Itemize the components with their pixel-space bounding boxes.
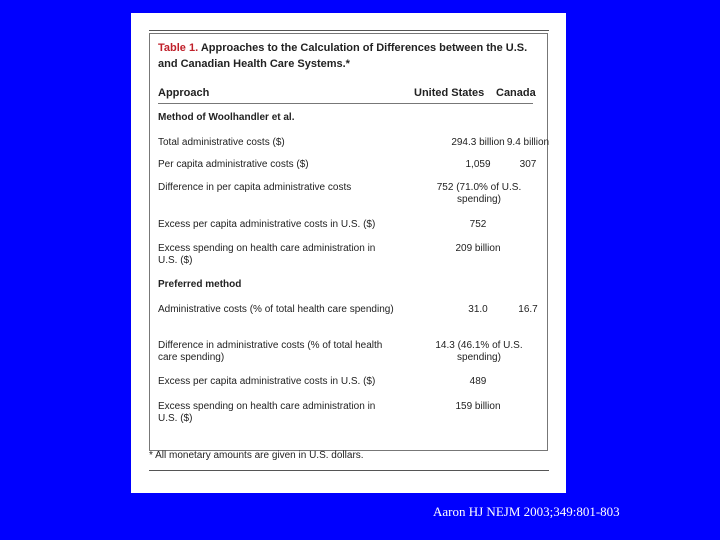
row-label: Excess spending on health care administration in U.S. ($) [158, 401, 376, 424]
top-rule [149, 30, 549, 31]
header-divider [158, 103, 533, 104]
table-title [158, 40, 538, 72]
table-row [158, 243, 543, 271]
table-row [158, 340, 543, 368]
section-preferred: Preferred method [158, 279, 242, 290]
table-caption: Approaches to the Calculation of Differences between the U.S. and Canadian Health Care Systems.* [158, 42, 528, 70]
table-row [158, 376, 543, 404]
row-label: Difference in administrative costs (% of total health care spending) [158, 340, 383, 363]
row-label: Total administrative costs ($) [158, 137, 285, 148]
row-us-value: 14.3 (46.1% of U.S. spending) [435, 340, 523, 363]
row-us-value: 1,059 [465, 159, 491, 170]
row-canada-value: 16.7 [518, 304, 538, 315]
row-us-value: 752 (71.0% of U.S. spending) [436, 182, 522, 205]
row-label: Excess spending on health care administration in U.S. ($) [158, 243, 376, 266]
table-label: Table 1. [158, 42, 199, 54]
row-us-value: 31.0 [468, 304, 488, 315]
table-row [158, 182, 543, 210]
col-header-us: United States [414, 87, 485, 99]
row-canada-value: 307 [519, 159, 537, 170]
col-header-canada: Canada [496, 87, 536, 99]
citation-text: Aaron HJ NEJM 2003;349:801-803 [433, 504, 620, 519]
table-row [158, 401, 543, 429]
row-us-value: 752 [469, 219, 487, 230]
bottom-rule [149, 470, 549, 471]
row-label: Per capita administrative costs ($) [158, 159, 309, 170]
table-footnote: * All monetary amounts are given in U.S. dollars. [149, 450, 364, 461]
row-label: Excess per capita administrative costs in U.S. ($) [158, 219, 376, 230]
row-us-value: 159 billion [455, 401, 501, 412]
col-header-approach: Approach [158, 87, 210, 99]
row-us-value: 209 billion [455, 243, 501, 254]
row-us-value: 294.3 billion [451, 137, 505, 148]
journal-table-image [131, 13, 566, 493]
row-us-value: 489 [469, 376, 487, 387]
table-row [158, 304, 543, 332]
row-canada-value: 9.4 billion [506, 137, 550, 148]
row-label: Administrative costs (% of total health care spending) [158, 304, 394, 315]
row-label: Excess per capita administrative costs in U.S. ($) [158, 376, 376, 387]
section-woolhandler: Method of Woolhandler et al. [158, 112, 295, 123]
row-label: Difference in per capita administrative costs [158, 182, 352, 193]
